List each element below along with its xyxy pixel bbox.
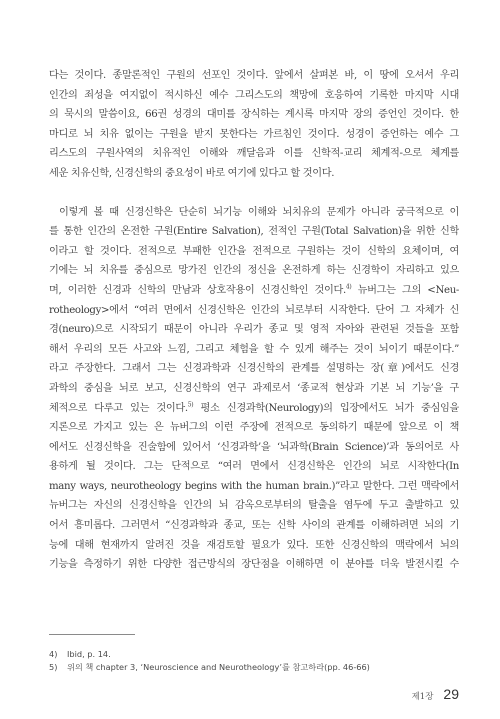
text-line: 용하게 될 것이다. 그는 단적으로 “여러 면에서 신경신학은 인간의 뇌로 시작한다(In (49, 461, 459, 473)
text-line: 다는 것이다. 종말론적인 구원의 선포인 것이다. 앞에서 살펴본 바, 이 땅에 오셔서 우리 (49, 70, 459, 81)
text-line: 뉴버그는 자신의 신경신학을 인간의 뇌 감옥으로부터의 탈출을 염두에 두고 출발하고 있 (49, 500, 459, 512)
text-line: 인간의 죄성을 여지없이 적시하신 예수 그리스도의 책망에 호응하여 기록한 마지막 시대 (49, 89, 459, 101)
text-segment: 뉴버그는 그의 <Neu- (351, 284, 459, 296)
footnote-number: 5) (49, 662, 58, 672)
text-line (49, 281, 459, 301)
text-line: 세운 치유신학, 신경신학의 중요성이 바로 여기에 있다고 할 것이다. (49, 167, 335, 179)
chapter-label: 제1장 (411, 692, 434, 702)
footnote-text: Ibid, p. 14. (67, 649, 111, 659)
footnote-ref-4[interactable]: 4) (345, 283, 352, 291)
text-line: 의 묵시의 말씀이요, 66권 성경의 대미를 장식하는 계시록 마지막 장의 증언인 것이다. 한 (49, 109, 459, 121)
footnote-4 (49, 648, 459, 661)
text-line: 이라고 할 것이다. 전적으로 부패한 인간을 전적으로 구원하는 것이 신학의 요체이며, 여 (49, 245, 459, 257)
text-line: many ways, neurotheology begins with the human brain.)”라고 말한다. 그런 맥락에서 (49, 480, 459, 492)
footnote-5 (49, 661, 459, 674)
footnote-text: 위의 책 chapter 3, ‘Neuroscience and Neurotheology’를 참고하라(pp. 46-66) (67, 662, 370, 672)
text-line: 경(neuro)으로 시작되기 때문이 아니라 우리가 종교 및 영적 자아와 관련된 것들을 포함 (49, 324, 459, 336)
text-line: 기에는 뇌 치유를 중심으로 망가진 인간의 정신을 온전하게 하는 신경학이 자리하고 있으 (49, 265, 459, 277)
text-line: 지론으로 가지고 있는 은 뉴버그의 이런 주장에 전적으로 동의하기 때문에 앞으로 이 책 (49, 422, 459, 434)
text-line: 를 통한 인간의 온전한 구원(Entire Salvation), 전적인 구원(Total Salvation)을 위한 신학 (49, 226, 459, 238)
text-line: 어서 흥미롭다. 그러면서 “신경과학과 종교, 또는 신학 사이의 관계를 이해하려면 뇌의 기 (49, 520, 459, 532)
text-line: 기능을 측정하기 위한 다양한 접근방식의 장단점을 이해하면 이 분야를 더욱 발전시킬 수 (49, 559, 459, 571)
footnote-ref-5[interactable]: 5) (187, 401, 194, 409)
text-line: 에서도 신경신학을 진술함에 있어서 ‘신경과학’을 ‘뇌과학(Brain Science)’과 동의어로 사 (49, 441, 459, 453)
page-body (49, 66, 459, 575)
text-segment: 체적으로 다루고 있는 것이다. (49, 402, 188, 414)
text-line: 마디로 뇌 치유 없이는 구원을 받지 못한다는 가르침인 것이다. 성경이 증언하는 예수 그 (49, 128, 459, 140)
text-line: 능에 대해 현재까지 알려진 것을 재검토할 필요가 있다. 또한 신경신학의 맥락에서 뇌의 (49, 539, 459, 551)
text-line: 과학의 중심을 뇌로 보고, 신경신학의 연구 과제로서 ‘종교적 현상과 기본 뇌 기능’을 구 (49, 382, 459, 394)
footnote-divider (49, 634, 135, 635)
text-line: rotheology>에서 “여러 면에서 신경신학은 인간의 뇌로부터 시작한다. 단어 그 자체가 신 (49, 304, 459, 316)
text-segment: 평소 신경과학(Neurology)의 입장에서도 뇌가 중심임을 (193, 402, 459, 414)
text-line: 해서 우리의 모든 사고와 느낌, 그리고 체험을 할 수 있게 해주는 것이 뇌이기 때문이다.” (49, 343, 459, 355)
page-number: 29 (443, 686, 459, 702)
paragraph-2 (49, 203, 459, 575)
text-segment: 며, 이러한 신경과 신학의 만남과 상호작용이 신경신학인 것이다. (49, 284, 346, 296)
page-footer (412, 686, 459, 702)
text-line: 라고 주장한다. 그래서 그는 신경과학과 신경신학의 관계를 설명하는 장(章)에서도 신경 (49, 363, 459, 375)
text-line: 리스도의 구원사역의 치유적인 이해와 깨달음과 이를 신학적-교리 체계적-으로 체계를 (49, 148, 459, 160)
text-line (49, 399, 459, 419)
paragraph-1 (49, 66, 459, 184)
text-line: 이렇게 볼 때 신경신학은 단순히 뇌기능 이해와 뇌치유의 문제가 아니라 궁극적으로 이 (59, 206, 459, 218)
footnote-number: 4) (49, 649, 58, 659)
footnotes (49, 648, 459, 674)
